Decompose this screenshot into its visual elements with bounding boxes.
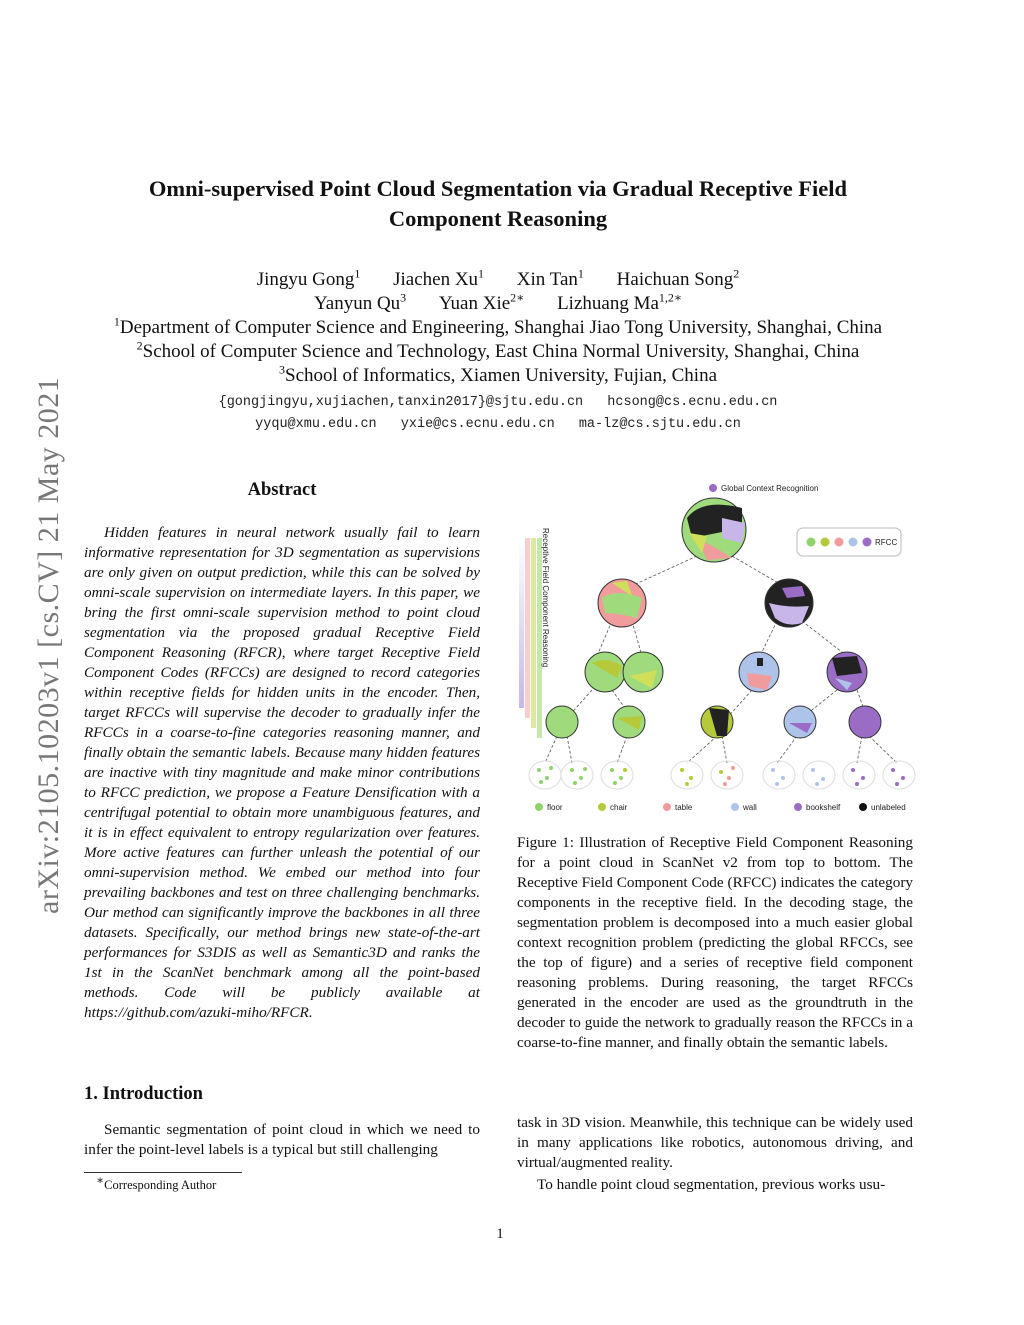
legend-swatch-bookshelf [794, 803, 802, 811]
side-label: Receptive Field Component Reasoning [541, 528, 550, 668]
rfcc-icon [835, 538, 844, 547]
legend-floor: floor [547, 803, 563, 812]
rfcc-label: RFCC [875, 538, 898, 547]
arrow-bar [525, 538, 530, 718]
legend-swatch-chair [598, 803, 606, 811]
abstract-heading: Abstract [247, 480, 317, 500]
arrow-bar [519, 538, 524, 708]
email-block [84, 392, 912, 436]
reasoning-arrows [519, 538, 542, 738]
introduction-paragraph-continued: task in 3D vision. Meanwhile, this technique can be widely used in many applications like robotics, autonomous driving, and virtual/augmented reality. [517, 1114, 913, 1171]
introduction-heading: 1. Introduction [84, 1084, 203, 1104]
legend-swatch-floor [535, 803, 543, 811]
author: Yanyun Qu$^3$ [313, 290, 407, 314]
legend-swatch-table [663, 803, 671, 811]
author: Jiachen Xu$^1$ [393, 266, 485, 290]
legend-swatch-unlabeled [859, 803, 867, 811]
leaf-point-clusters [529, 761, 915, 789]
author: Jingyu Gong$^1$ [256, 266, 361, 290]
figure-caption: Figure 1: Illustration of Receptive Field Component Reasoning for a point cloud in ScanNet v2 from top to bottom. The Receptive Field Component Code (RFCC) indicates the category components in the receptive field. In the decoding stage, the segmentation problem is decomposed into a much easier global context recognition problem (predicting the global RFCCs, see the top of figure) and a series of receptive field component reasoning problems. During reasoning, the target RFCCs generated in the encoder are used as the groundtruth in the decoder to guide the network to gradually reason the RFCCs in a coarse-to-fine manner, and finally obtain the semantic labels. [517, 834, 913, 1051]
page-number: 1 [496, 1226, 504, 1242]
paper-title [100, 174, 896, 234]
emails-row-1 [84, 392, 912, 414]
author-block [84, 268, 912, 388]
tree-node-level2 [585, 652, 867, 692]
email: hcsong@cs.ecnu.edu.cn [607, 395, 778, 410]
email: ma-lz@cs.sjtu.edu.cn [578, 417, 741, 432]
figure-rfcr-illustration [517, 478, 917, 818]
authors-row-1 [84, 268, 912, 292]
legend-unlabeled: unlabeled [871, 803, 906, 812]
legend-bookshelf: bookshelf [806, 803, 841, 812]
legend-table: table [675, 803, 693, 812]
affiliation: $^2$School of Computer Science and Technology, East China Normal University, Shanghai, China [136, 338, 860, 362]
rfcc-icon [807, 538, 816, 547]
authors-row-2 [84, 292, 912, 316]
email: {gongjingyu,xujiachen,tanxin2017}@sjtu.edu.cn [218, 395, 584, 410]
rfcc-icon [821, 538, 830, 547]
legend-wall: wall [743, 803, 757, 812]
footnote: ∗Corresponding Author [96, 1172, 217, 1192]
tree-node-level3 [546, 706, 881, 738]
footnote-rule [84, 1172, 242, 1173]
abstract-text: Hidden features in neural network usually fail to learn informative representation for 3D segmentation as supervisions are only given on output prediction, while this can be solved by omni-scale supervision on intermediate layers. In this paper, we bring the first omni-scale supervision method to point cloud segmentation via the proposed gradual Receptive Field Component Reasoning (RFCR), where target Receptive Field Component Codes (RFCCs) are designed to record categories within receptive fields for hidden units in the encoder. Then, target RFCCs will supervise the decoder to gradually infer the RFCCs in a coarse-to-fine categories reasoning manner, and finally obtain the semantic labels. Because many hidden features are inactive with tiny magnitude and make minor contributions to RFCC prediction, we propose a Feature Densification with a centrifugal potential to obtain more unambiguous features, and it is in effect equivalent to entropy regularization over features. More active features can further unleash the potential of our omni-supervision method. We embed our method into four prevailing backbones and test on three challenging benchmarks. Our method can significantly improve the backbones in all three datasets. Specifically, our method brings new state-of-the-art performances for S3DIS as well as Semantic3D and ranks the 1st in the ScanNet benchmark among all the point-based methods. Code will be publicly available at https://github.com/azuki-miho/RFCR. [84, 524, 480, 1021]
legend-swatch-wall [731, 803, 739, 811]
tree-node-level1-right [765, 579, 813, 627]
author: Xin Tan$^1$ [516, 266, 584, 290]
legend-chair: chair [610, 803, 628, 812]
emails-row-2 [84, 414, 912, 436]
email: yyqu@xmu.edu.cn [255, 417, 377, 432]
introduction-paragraph-next: To handle point cloud segmentation, previous works usu- [537, 1176, 886, 1193]
author: Haichuan Song$^2$ [616, 266, 740, 290]
tree-node-level1-left [598, 579, 646, 627]
introduction-paragraph: Semantic segmentation of point cloud in which we need to infer the point-level labels is a typical but still challenging [84, 1121, 480, 1158]
tree-node-root [682, 498, 746, 562]
rfcc-icon [849, 538, 858, 547]
arrow-bar [531, 538, 536, 728]
title-line-1: Omni-supervised Point Cloud Segmentation via Gradual Receptive Field [148, 176, 848, 201]
affiliation: $^1$Department of Computer Science and Engineering, Shanghai Jiao Tong University, Shanghai, China [113, 314, 883, 338]
arxiv-identifier: arXiv:2105.10203v1 [cs.CV] 21 May 2021 [32, 376, 65, 914]
author: Lizhuang $Ma^{1,2∗}$ [557, 290, 683, 314]
title-line-2: Component Reasoning [388, 206, 608, 231]
author: Yuan Xie$^{2∗}$ [438, 290, 525, 314]
email: yxie@cs.ecnu.edu.cn [400, 417, 555, 432]
rfcc-icon [709, 484, 717, 492]
top-label: Global Context Recognition [721, 484, 819, 493]
rfcc-icon [863, 538, 872, 547]
figure-legend [535, 803, 906, 812]
affiliation: $^3$School of Informatics, Xiamen University, Fujian, China [279, 362, 717, 386]
